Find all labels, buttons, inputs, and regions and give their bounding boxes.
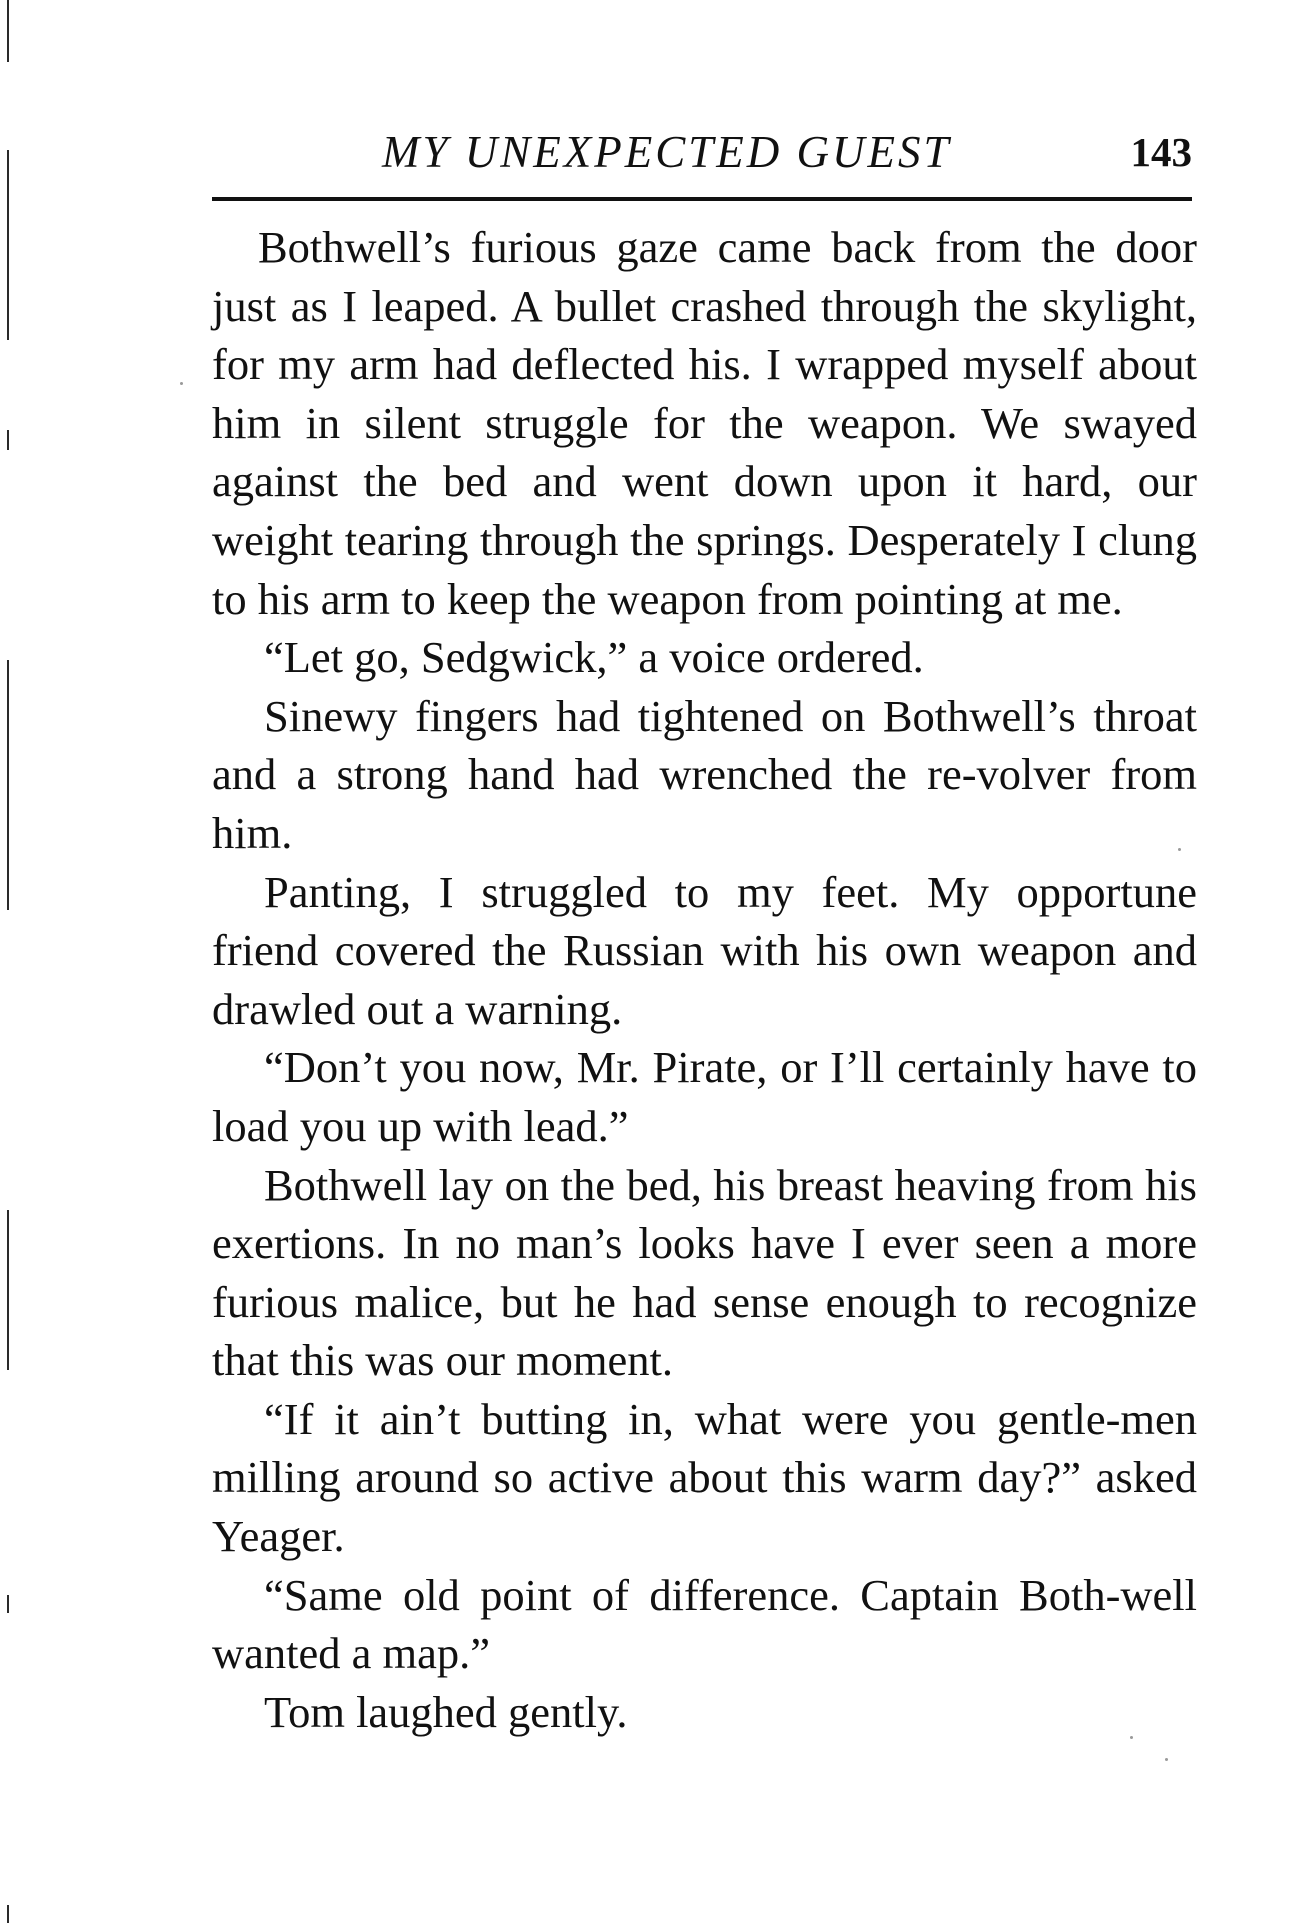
scan-edge-mark xyxy=(7,0,9,62)
paragraph: “Same old point of difference. Captain Both-well wanted a map.” xyxy=(212,1569,1197,1679)
paragraph: “Let go, Sedgwick,” a voice ordered. xyxy=(264,632,924,683)
scan-edge-mark xyxy=(7,1210,9,1370)
paragraph: Panting, I struggled to my feet. My opportune friend covered the Russian with his own weapon and drawled out a warning. xyxy=(212,866,1197,1034)
running-title: MY UNEXPECTED GUEST xyxy=(382,127,952,177)
scan-edge-mark xyxy=(7,660,9,910)
paragraph: “Don’t you now, Mr. Pirate, or I’ll certainly have to load you up with lead.” xyxy=(212,1042,1197,1151)
scan-dust xyxy=(1165,1758,1168,1761)
paragraph: Sinewy fingers had tightened on Bothwell’s throat and a strong hand had wrenched the re-volver from him. xyxy=(212,690,1197,858)
header-rule xyxy=(212,197,1192,201)
paragraph: “If it ain’t butting in, what were you gentle-men milling around so active about this warm day?” asked Yeager. xyxy=(212,1393,1197,1562)
scan-edge-mark xyxy=(7,1595,9,1613)
body-text xyxy=(212,218,1197,1741)
page-header xyxy=(212,126,1192,198)
scan-dust xyxy=(180,382,183,385)
scan-edge-mark xyxy=(7,1905,9,1923)
scan-edge-mark xyxy=(7,430,9,450)
paragraph: Tom laughed gently. xyxy=(264,1686,628,1737)
scan-edge-mark xyxy=(7,150,9,340)
page-number: 143 xyxy=(1130,129,1192,175)
paragraph: Bothwell’s furious gaze came back from the door just as I leaped. A bullet crashed through the skylight, for my arm had deflected his. I wrapped myself about him in silent struggle for the weapon. We swayed against the bed and went down upon it hard, our weight tearing through the springs. Desperately I clung to his arm to keep the weapon from pointing at me. xyxy=(212,222,1197,624)
paragraph: Bothwell lay on the bed, his breast heaving from his exertions. In no man’s looks have I ever seen a more furious malice, but he had sense enough to recognize that this was our moment. xyxy=(212,1159,1197,1386)
